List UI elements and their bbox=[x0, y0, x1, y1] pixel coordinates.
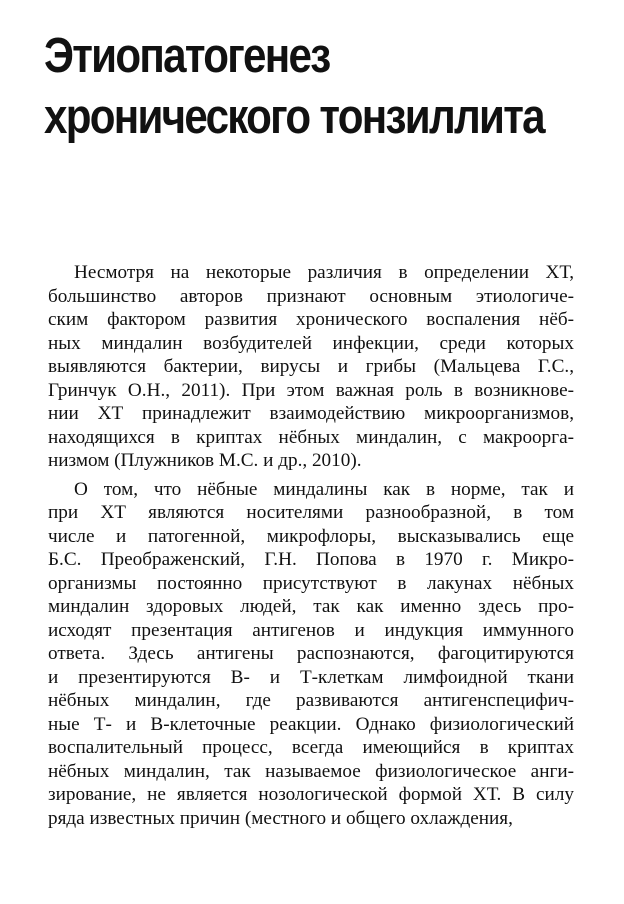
text-line: нёбных миндалин, где развиваются антигенспецифич- bbox=[48, 690, 574, 711]
text-line: ряда известных причин (местного и общего охлаждения, bbox=[48, 807, 513, 829]
text-line: и презентируются В- и Т-клеткам лимфоидной ткани bbox=[48, 666, 574, 688]
text-line: О том, что нёбные миндалины как в норме, так и bbox=[74, 478, 574, 500]
text-line: при ХТ являются носителями разнообразной, в том bbox=[48, 502, 574, 523]
body-text bbox=[48, 261, 574, 830]
text-line: Б.С. Преображенский, Г.Н. Попова в 1970 г. Микро- bbox=[48, 549, 574, 570]
text-line: Несмотря на некоторые различия в определении ХТ, bbox=[74, 262, 574, 283]
paragraph-2 bbox=[48, 478, 574, 831]
paragraph-1 bbox=[48, 261, 574, 473]
text-line: ответа. Здесь антигены распознаются, фагоцитируются bbox=[48, 643, 574, 664]
chapter-title bbox=[44, 26, 544, 148]
text-line: нии ХТ принадлежит взаимодействию микроорганизмов, bbox=[48, 403, 574, 424]
text-line: нёбных миндалин, так называемое физиологическое анги- bbox=[48, 760, 574, 782]
text-line: зирование, не является нозологической формой ХТ. В силу bbox=[48, 784, 574, 805]
text-line: большинство авторов признают основным этиологиче- bbox=[48, 285, 574, 307]
chapter-title-line: хронического тонзиллита bbox=[44, 90, 544, 144]
text-line: выявляются бактерии, вирусы и грибы (Мальцева Г.С., bbox=[48, 356, 574, 377]
text-line: исходят презентация антигенов и индукция иммунного bbox=[48, 619, 574, 641]
text-line: числе и патогенной, микрофлоры, высказывались еще bbox=[48, 525, 574, 547]
text-line: находящихся в криптах нёбных миндалин, с макроорга- bbox=[48, 426, 574, 448]
chapter-title-line: Этиопатогенез bbox=[44, 29, 330, 83]
text-line: организмы постоянно присутствуют в лакунах нёбных bbox=[48, 572, 574, 594]
text-line: миндалин здоровых людей, так как именно здесь про- bbox=[48, 596, 574, 617]
text-line: ским фактором развития хронического воспаления нёб- bbox=[48, 309, 574, 330]
text-line: ные Т- и В-клеточные реакции. Однако физиологический bbox=[48, 713, 574, 735]
text-line: Гринчук О.Н., 2011). При этом важная роль в возникнове- bbox=[48, 379, 574, 401]
text-line: ных миндалин возбудителей инфекции, среди которых bbox=[48, 332, 574, 354]
text-line: низмом (Плужников М.С. и др., 2010). bbox=[48, 450, 362, 471]
text-line: воспалительный процесс, всегда имеющийся в криптах bbox=[48, 737, 574, 758]
